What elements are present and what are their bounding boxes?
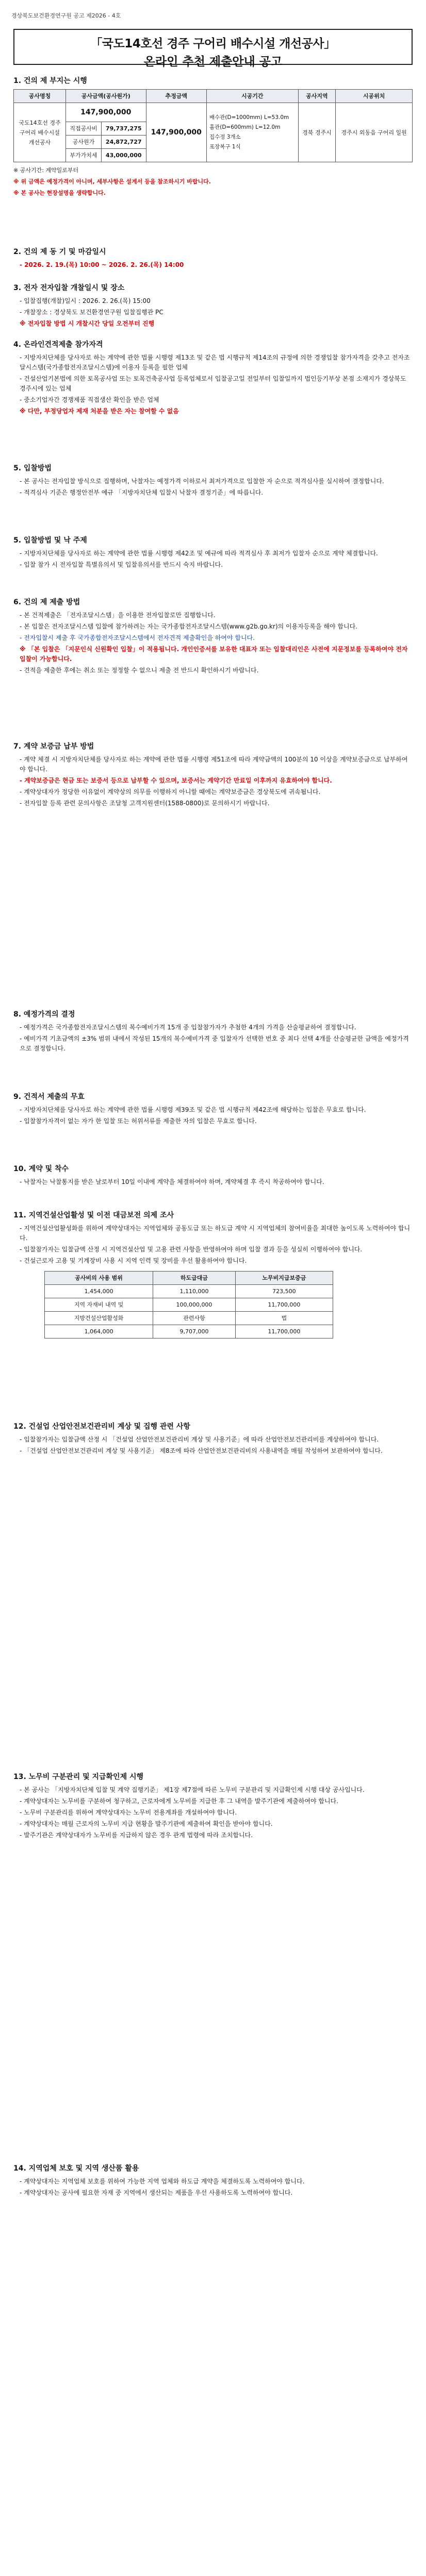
section-4 bbox=[13, 340, 413, 418]
text-line: - 전자입찰 등록 관련 문의사항은 조달청 고객지원센터(1588-0800)로 문의하시기 바랍니다. bbox=[20, 800, 270, 807]
text-line: - 계약상대자는 노무비를 구분하여 청구하고, 근로자에게 노무비를 지급한 후 그 내역을 발주기관에 제출하여야 합니다. bbox=[20, 1798, 338, 1805]
project-name-cell: 국도14호선 경주 구어리 배수시설 개선공사 bbox=[14, 103, 66, 162]
table-row bbox=[45, 1312, 333, 1325]
location-cell: 경주시 외동읍 구어리 일원 bbox=[336, 103, 413, 162]
text-line: - 입찰참가자는 입찰금액 산정 시 「건설업 산업안전보건관리비 계상 및 사용기준」에 따라 산업안전보건관리비를 계상하여야 합니다. bbox=[20, 1436, 379, 1443]
section-12-heading: 11. 지역건설산업활성 및 이전 대금보전 의제 조사 bbox=[13, 1211, 174, 1219]
text-line: - 적격심사 기준은 행정안전부 예규 「지방자치단체 입찰시 낙찰자 결정기준」에 따릅니다. bbox=[20, 489, 264, 496]
section-15-heading: 14. 지역업체 보호 및 지역 생산품 활용 bbox=[13, 2164, 139, 2173]
section-13 bbox=[13, 1422, 413, 1458]
total-amount-cell: 147,900,000 bbox=[66, 103, 146, 122]
section-14 bbox=[13, 1772, 413, 1842]
sub-value: 79,737,275 bbox=[101, 122, 146, 135]
local-industry-table bbox=[44, 1271, 333, 1338]
note-line: ※ 공사기간: 계약일로부터 bbox=[13, 167, 79, 174]
table-cell: 관련사항 bbox=[153, 1312, 236, 1325]
text-line: - 발주기관은 계약상대자가 노무비를 지급하지 않은 경우 관계 법령에 따라 조치합니다. bbox=[20, 1832, 253, 1839]
note-line: ※ 본 공사는 현장설명을 생략합니다. bbox=[13, 190, 106, 196]
table-header: 공사금액(공사원가) bbox=[66, 90, 146, 103]
text-line: - 계약상대자는 지역업체 보호를 위하여 가능한 지역 업체와 하도급 계약을 체결하도록 노력하여야 합니다. bbox=[20, 2178, 305, 2185]
table-header-row bbox=[45, 1272, 333, 1285]
text-line: - 건설근로자 고용 및 기계장비 사용 시 지역 인력 및 장비를 우선 활용하여야 합니다. bbox=[20, 1257, 247, 1264]
sub-value: 24,872,727 bbox=[101, 135, 146, 149]
text-line: ※ 다만, 부정당업자 제재 처분을 받은 자는 참여할 수 없음 bbox=[20, 408, 179, 415]
text-line: - 입찰참가자격이 없는 자가 한 입찰 또는 허위서류를 제출한 자의 입찰은 무효로 합니다. bbox=[20, 1117, 257, 1125]
section-3 bbox=[13, 283, 413, 330]
text-line: - 중소기업자간 경쟁제품 직접생산 확인을 받은 업체 bbox=[20, 396, 159, 403]
text-line: - 입찰참가자는 입찰금액 산정 시 지역건설산업 및 고용 관련 사항을 반영하여야 하며 입찰 결과 등을 성실히 이행하여야 합니다. bbox=[20, 1246, 363, 1253]
sub-label: 직접공사비 bbox=[66, 122, 102, 135]
text-line: - 본 건적제출은 「전자조달시스템」을 이용한 전자입찰로만 집행합니다. bbox=[20, 612, 216, 619]
table-header: 추정금액 bbox=[146, 90, 206, 103]
title-box bbox=[13, 29, 413, 69]
section-3-heading: 3. 전자 전자입찰 개찰일시 및 장소 bbox=[13, 284, 125, 292]
section-7 bbox=[13, 598, 413, 677]
text-line: - 견적을 제출한 후에는 취소 또는 정정할 수 없으니 제출 전 반드시 확인하시기 바랍니다. bbox=[20, 667, 259, 674]
section-10 bbox=[13, 1092, 413, 1128]
spec-item: 배수관(D=1000mm) L=53.0m bbox=[209, 114, 289, 121]
text-line: - 예정가격은 국가종합전자조달시스템의 복수예비가격 15개 중 입찰참가자가 추첨한 4개의 가격을 산술평균하여 결정합니다. bbox=[20, 1024, 356, 1031]
text-line: - 본 공사는 「지방자치단체 입찰 및 계약 집행기준」 제1장 제7절에 따른 노무비 구분관리 및 지급확인제 시행 대상 공사입니다. bbox=[20, 1786, 365, 1793]
text-line: - 「건설업 산업안전보건관리비 계상 및 사용기준」 제8조에 따라 산업안전보건관리비의 사용내역을 매월 작성하여 보관하여야 합니다. bbox=[20, 1447, 383, 1454]
schedule-line: - 2026. 2. 19.(목) 10:00 ~ 2026. 2. 26.(목) 14:00 bbox=[20, 261, 184, 268]
table-cell: 1,064,000 bbox=[45, 1325, 153, 1338]
section-11 bbox=[13, 1164, 413, 1189]
page-subtitle: 온라인 추천 제출안내 공고 bbox=[143, 55, 283, 69]
section-2 bbox=[13, 247, 413, 272]
estimate-cell: 147,900,000 bbox=[146, 103, 206, 162]
table-cell: 지역 자재비 내역 및 bbox=[45, 1298, 153, 1312]
section-12 bbox=[13, 1211, 413, 1338]
page-title: 「국도14호선 경주 구어리 배수시설 개선공사」 bbox=[90, 37, 336, 50]
table-header: 공사명칭 bbox=[14, 90, 66, 103]
text-line: - 전자입찰시 제출 후 국가종합전자조달시스템에서 전자견적 제출확인을 하여야 합니다. bbox=[20, 634, 255, 641]
section-7-heading: 6. 건의 제 제출 방법 bbox=[13, 598, 80, 606]
text-line: ※ 「본 입찰은 「지문인식 신원확인 입찰」이 적용됩니다. 개인인증서를 보유한 대표자 또는 입찰대리인은 사전에 지문정보를 등록하여야 전자입찰이 가능합니다. bbox=[20, 646, 408, 663]
section-10-heading: 9. 건적서 제출의 무효 bbox=[13, 1093, 85, 1101]
table-header: 하도급대금 bbox=[153, 1272, 236, 1285]
text-line: - 지방자치단체를 당사자로 하는 계약에 관한 법률 시행령 제42조 및 예규에 따라 적격심사 후 최저가 입찰자 순으로 계약 체결합니다. bbox=[20, 550, 378, 557]
table-row bbox=[45, 1298, 333, 1312]
text-line: - 본 공사는 전자입찰 방식으로 집행하며, 낙찰자는 예정가격 이하로서 최저가격으로 입찰한 자 순으로 적격심사를 실시하여 결정합니다. bbox=[20, 478, 384, 485]
sub-label: 부가가치세 bbox=[66, 149, 102, 162]
section-1-heading: 1. 건의 제 부지는 시행 bbox=[13, 77, 87, 85]
table-row bbox=[14, 103, 413, 122]
table-row bbox=[45, 1285, 333, 1298]
spec-item: 포장복구 1식 bbox=[209, 144, 241, 150]
table-cell: 법 bbox=[235, 1312, 333, 1325]
sub-label: 공사원가 bbox=[66, 135, 102, 149]
table-cell: 1,110,000 bbox=[153, 1285, 236, 1298]
section-8-heading: 7. 계약 보증금 납부 방법 bbox=[13, 742, 94, 751]
section-6-heading: 5. 입찰방법 및 낙 주제 bbox=[13, 536, 87, 545]
bid-info-table bbox=[13, 89, 413, 162]
text-line: - 본 입찰은 전자조달시스템 입찰에 참가하려는 자는 국가종합전자조달시스템(www.g2b.go.kr)의 이용자등록을 해야 합니다. bbox=[20, 623, 357, 630]
section-14-heading: 13. 노무비 구분관리 및 지급확인제 시행 bbox=[13, 1773, 144, 1781]
text-line: - 예비가격 기초금액의 ±3% 범위 내에서 작성된 15개의 복수예비가격 중 입찰자가 선택한 번호 중 최다 선택 4개를 산술평균한 금액을 예정가격으로 결정합니다. bbox=[20, 1035, 409, 1052]
table-header-row bbox=[14, 90, 413, 103]
specs-cell bbox=[206, 103, 298, 162]
section-5 bbox=[13, 464, 413, 499]
text-line: - 계약보증금은 현금 또는 보증서 등으로 납부할 수 있으며, 보증서는 계약기간 만료일 이후까지 유효하여야 합니다. bbox=[20, 777, 332, 784]
text-line: - 입찰 참가 시 전자입찰 특별유의서 및 입찰유의서를 반드시 숙지 바랍니다. bbox=[20, 561, 223, 568]
table-cell: 100,000,000 bbox=[153, 1298, 236, 1312]
text-line: - 개찰장소 : 경상북도 보건환경연구원 입찰집행관 PC bbox=[20, 309, 163, 316]
table-header: 공사비의 사용 범위 bbox=[45, 1272, 153, 1285]
spec-item: 흄관(D=600mm) L=12.0m bbox=[209, 124, 281, 130]
section-9-heading: 8. 예정가격의 결정 bbox=[13, 1010, 75, 1019]
region-cell: 경북 경주시 bbox=[298, 103, 336, 162]
sub-value: 43,000,000 bbox=[101, 149, 146, 162]
section-8 bbox=[13, 742, 413, 810]
text-line: - 계약상대자는 공사에 필요한 자재 중 지역에서 생산되는 제품을 우선 사용하도록 노력하여야 합니다. bbox=[20, 2189, 293, 2196]
table-header: 공사지역 bbox=[298, 90, 336, 103]
table-cell: 723,500 bbox=[235, 1285, 333, 1298]
table-header: 노무비지급보증금 bbox=[235, 1272, 333, 1285]
section-5-heading: 5. 입찰방법 bbox=[13, 464, 52, 472]
table-cell: 9,707,000 bbox=[153, 1325, 236, 1338]
section-2-heading: 2. 건의 제 동 기 및 마감일시 bbox=[13, 248, 106, 256]
table-header: 시공위치 bbox=[336, 90, 413, 103]
table-cell: 1,454,000 bbox=[45, 1285, 153, 1298]
text-line: - 계약 체결 시 지방자치단체를 당사자로 하는 계약에 관한 법률 시행령 제51조에 따라 계약금액의 100분의 10 이상을 계약보증금으로 납부하여야 합니다. bbox=[20, 756, 408, 773]
spec-item: 집수정 3개소 bbox=[209, 134, 241, 140]
table-cell: 11,700,000 bbox=[235, 1298, 333, 1312]
section-4-heading: 4. 온라인견적제출 참가자격 bbox=[13, 341, 103, 349]
note-line: ※ 위 금액은 예정가격이 아니며, 세부사항은 설계서 등을 참조하시기 바랍니다. bbox=[13, 178, 211, 185]
table-cell: 지방건설산업활성화 bbox=[45, 1312, 153, 1325]
text-line: - 낙찰자는 낙찰통지를 받은 날로부터 10일 이내에 계약을 체결하여야 하며, 계약체결 후 즉시 착공하여야 합니다. bbox=[20, 1178, 324, 1185]
section-11-heading: 10. 계약 및 착수 bbox=[13, 1165, 69, 1173]
text-line: ※ 전자입찰 방법 시 개찰시간 당일 오전부터 진행 bbox=[20, 320, 155, 327]
table-header: 시공기간 bbox=[206, 90, 298, 103]
section-1-notes bbox=[13, 165, 413, 198]
section-6 bbox=[13, 536, 413, 571]
section-15 bbox=[13, 2164, 413, 2199]
text-line: - 계약상대자가 정당한 이유없이 계약상의 의무를 이행하지 아니할 때에는 계약보증금은 경상북도에 귀속됩니다. bbox=[20, 788, 321, 795]
text-line: - 입찰집행(개찰)일시 : 2026. 2. 26.(목) 15:00 bbox=[20, 297, 151, 304]
notice-number: 경상북도보건환경연구원 공고 제2026 - 4호 bbox=[11, 12, 121, 19]
text-line: - 계약상대자는 매월 근로자의 노무비 지급 현황을 발주기관에 제출하여 확인을 받아야 합니다. bbox=[20, 1820, 273, 1827]
table-row bbox=[45, 1325, 333, 1338]
text-line: - 건설산업기본법에 의한 토목공사업 또는 토목건축공사업 등록업체로서 입찰공고일 전일부터 입찰일까지 법인등기부상 본점 소재지가 경상북도 경주시에 있는 업체 bbox=[20, 375, 406, 392]
text-line: - 지역건설산업활성화를 위하여 계약상대자는 지역업체와 공동도급 또는 하도급 계약 시 지역업체의 참여비율을 최대한 높이도록 노력하여야 합니다. bbox=[20, 1225, 411, 1242]
section-13-heading: 12. 건설업 산업안전보건관리비 계상 및 집행 관련 사항 bbox=[13, 1422, 190, 1431]
text-line: - 노무비 구분관리를 위하여 계약상대자는 노무비 전용계좌를 개설하여야 합니다. bbox=[20, 1809, 237, 1816]
text-line: - 지방자치단체를 당사자로 하는 계약에 관한 법률 시행령 제39조 및 같은 법 시행규칙 제42조에 해당하는 입찰은 무효로 합니다. bbox=[20, 1106, 366, 1113]
text-line: - 지방자치단체를 당사자로 하는 계약에 관한 법률 시행령 제13조 및 같은 법 시행규칙 제14조의 규정에 의한 경쟁입찰 참가자격을 갖추고 전자조달시스템(국가종합전자조달시스템)에 이용자 등록을 필한 업체 bbox=[20, 354, 410, 371]
section-1 bbox=[13, 76, 413, 199]
table-cell: 11,700,000 bbox=[235, 1325, 333, 1338]
section-9 bbox=[13, 1010, 413, 1055]
